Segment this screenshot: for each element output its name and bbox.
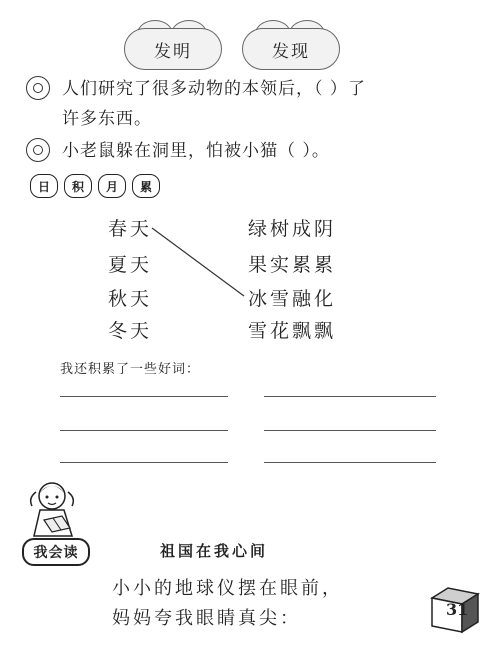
blank-line[interactable] bbox=[264, 396, 436, 397]
badge-char: 月 bbox=[98, 174, 126, 198]
word-discover: 发现 bbox=[272, 41, 310, 62]
season-winter: 冬天 bbox=[108, 320, 153, 342]
blank-line[interactable] bbox=[60, 430, 228, 431]
badge-char: 累 bbox=[132, 174, 160, 198]
phrase-snow: 雪花飘飘 bbox=[248, 320, 337, 342]
poem-title: 祖国在我心间 bbox=[160, 542, 269, 560]
phrase-ice-melt: 冰雪融化 bbox=[248, 288, 337, 310]
word-cloud-discover bbox=[242, 28, 340, 70]
poem-line-1: 小小的地球仪摆在眼前， bbox=[112, 578, 343, 599]
phrase-green-trees: 绿树成阴 bbox=[248, 218, 337, 240]
page-number: 31 bbox=[446, 600, 469, 619]
blank-line[interactable] bbox=[60, 462, 228, 463]
word-invent: 发明 bbox=[154, 41, 192, 62]
word-cloud-invent bbox=[124, 28, 222, 70]
phrase-fruit: 果实累累 bbox=[248, 254, 337, 276]
question-2-line-1: 小老鼠躲在洞里，怕被小猫（ ）。 bbox=[62, 141, 330, 161]
flower-icon bbox=[26, 138, 50, 162]
read-badge: 我会读 bbox=[22, 538, 90, 566]
season-autumn: 秋天 bbox=[108, 288, 153, 310]
question-1-line-1: 人们研究了很多动物的本领后，（ ）了 bbox=[62, 79, 366, 99]
blank-line[interactable] bbox=[264, 462, 436, 463]
flower-icon bbox=[26, 76, 50, 100]
season-summer: 夏天 bbox=[108, 254, 153, 276]
badge-char: 积 bbox=[64, 174, 92, 198]
section-badges bbox=[30, 174, 160, 198]
blank-line[interactable] bbox=[264, 430, 436, 431]
poem-line-2: 妈妈夸我眼睛真尖： bbox=[112, 608, 301, 629]
season-spring: 春天 bbox=[108, 218, 153, 240]
question-1-line-2: 许多东西。 bbox=[62, 109, 152, 129]
note-text: 我还积累了一些好词： bbox=[60, 362, 201, 377]
badge-char: 日 bbox=[30, 174, 58, 198]
blank-line[interactable] bbox=[60, 396, 228, 397]
